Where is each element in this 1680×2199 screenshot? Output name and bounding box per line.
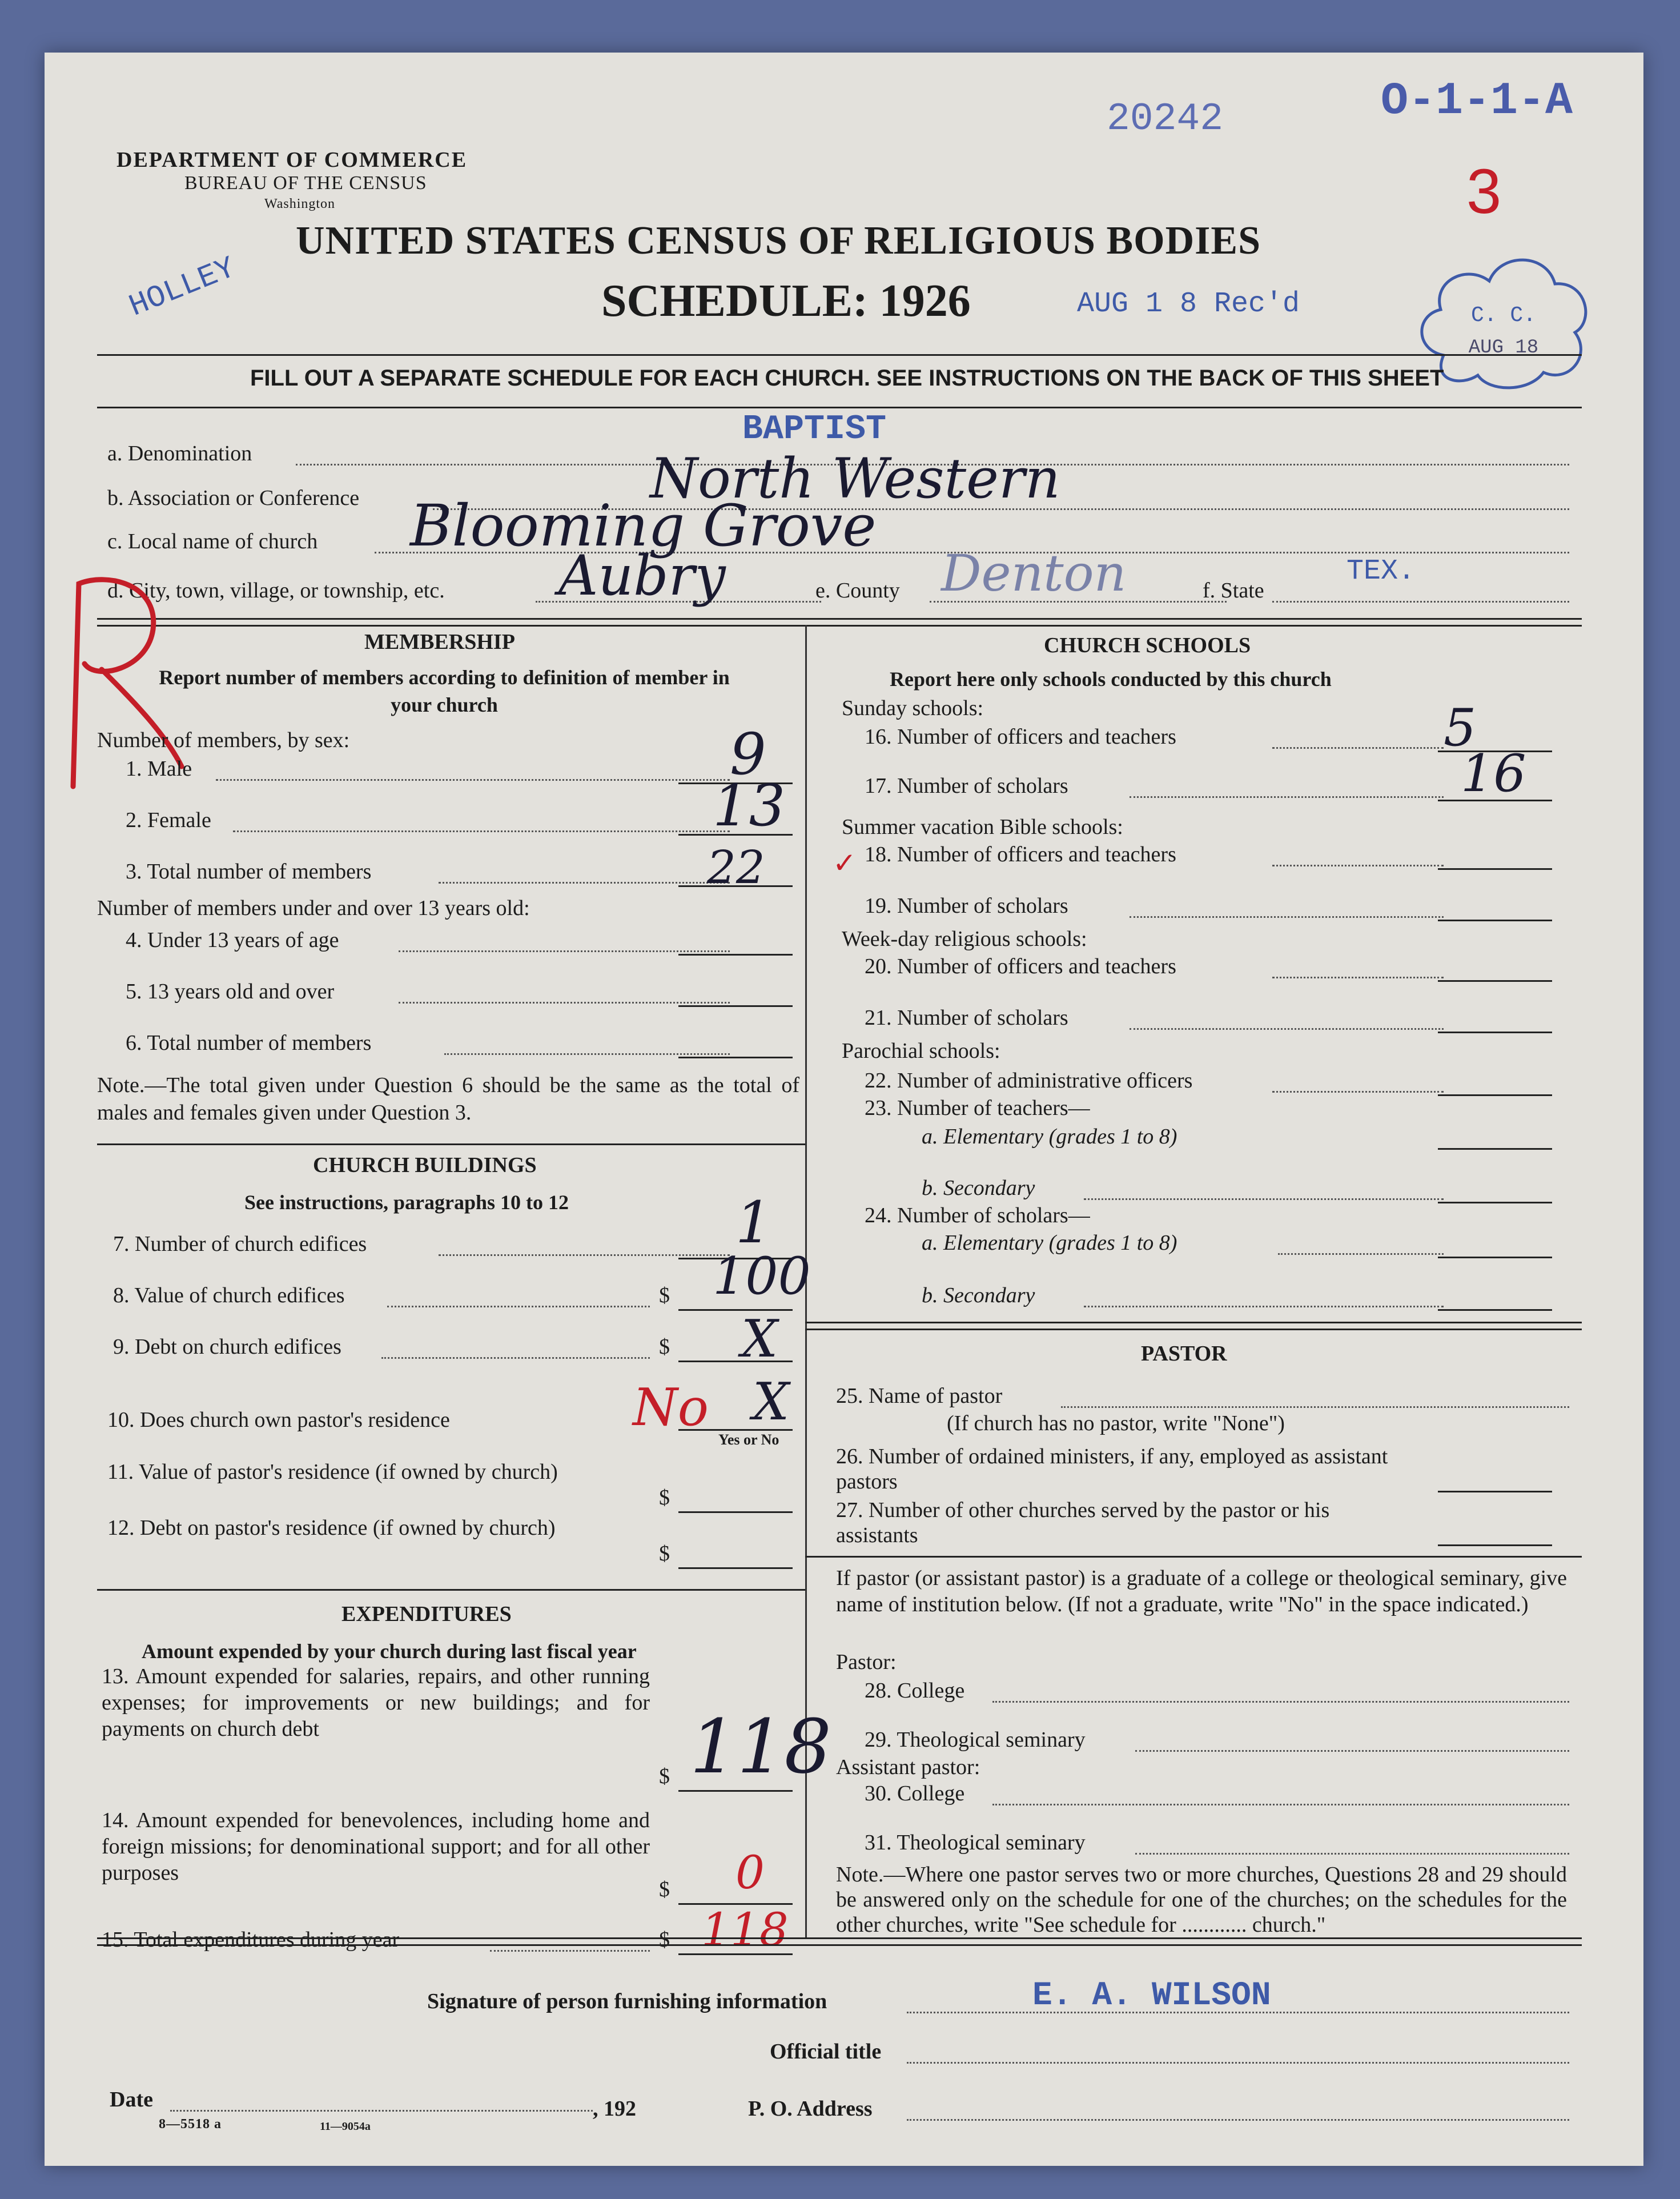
rule: [97, 618, 1582, 620]
q21-label: 21. Number of scholars: [865, 1006, 1068, 1030]
parochial-schools-label: Parochial schools:: [842, 1039, 1000, 1063]
county-label: e. County: [815, 579, 900, 603]
q4-label: 4. Under 13 years of age: [126, 928, 339, 952]
date-year-prefix: , 192: [593, 2097, 636, 2121]
q22-label: 22. Number of administrative officers: [865, 1069, 1193, 1093]
q7-value[interactable]: 1: [735, 1189, 772, 1256]
date-line: [170, 2110, 593, 2112]
q28-label: 28. College: [865, 1679, 965, 1703]
q10-label: 10. Does church own pastor's residence: [107, 1408, 450, 1432]
members-by-sex-label: Number of members, by sex:: [97, 728, 350, 752]
q24b-line: [1084, 1306, 1444, 1307]
graduate-instruction: If pastor (or assistant pastor) is a graduate of a college or theological seminary, give name of institution below. (If not a graduate, write "No" in the space indicated.): [836, 1566, 1567, 1616]
state-value[interactable]: TEX.: [1347, 555, 1416, 588]
q24b-answer-line: [1438, 1309, 1552, 1311]
census-schedule-sheet: [45, 53, 1643, 2166]
q23-label: 23. Number of teachers—: [865, 1096, 1090, 1120]
q23b-label: b. Secondary: [922, 1176, 1035, 1200]
q17-value[interactable]: 16: [1461, 744, 1526, 804]
q14-dollar-sign: $: [659, 1877, 670, 1901]
q25-label: 25. Name of pastor: [836, 1384, 1003, 1408]
q18-answer-line: [1438, 868, 1552, 870]
q15-dollar-sign: $: [659, 1928, 670, 1952]
pastor-heading: PASTOR: [1141, 1342, 1227, 1366]
q23a-label: a. Elementary (grades 1 to 8): [922, 1125, 1177, 1149]
q1-line: [216, 779, 730, 781]
schools-heading: CHURCH SCHOOLS: [1044, 633, 1251, 657]
file-number-stamp: 20242: [1107, 97, 1224, 141]
rule: [805, 1556, 1582, 1558]
q18-label: 18. Number of officers and teachers: [865, 842, 1176, 866]
q14-label: 14. Amount expended for benevolences, including home and foreign missions; for denominational support; and for all other purposes: [102, 1808, 650, 1885]
official-title-label: Official title: [770, 2040, 882, 2064]
q13-label: 13. Amount expended for salaries, repairs, and other running expenses; for improvements or new buildings; and for payments on church debt: [102, 1664, 650, 1741]
q12-label: 12. Debt on pastor's residence (if owned by church): [107, 1516, 556, 1540]
q7-label: 7. Number of church edifices: [113, 1232, 367, 1256]
expenditures-heading: EXPENDITURES: [341, 1602, 512, 1626]
q15-label: 15. Total expenditures during year: [102, 1928, 400, 1952]
official-title-line: [907, 2062, 1569, 2064]
q24b-label: b. Secondary: [922, 1283, 1035, 1307]
pastor-subheading: Pastor:: [836, 1650, 897, 1674]
po-address-label: P. O. Address: [748, 2097, 873, 2121]
q21-line: [1130, 1028, 1444, 1030]
q4-answer-line: [678, 954, 793, 956]
q9-dollar-sign: $: [659, 1335, 670, 1359]
q27-answer-line: [1438, 1544, 1552, 1546]
q4-line: [399, 950, 730, 952]
sunday-schools-label: Sunday schools:: [842, 696, 984, 720]
q24-label: 24. Number of scholars—: [865, 1203, 1090, 1227]
signature-value[interactable]: E. A. WILSON: [1032, 1977, 1271, 2015]
church-name-value[interactable]: Blooming Grove: [410, 492, 877, 559]
q29-line: [1135, 1750, 1569, 1752]
q19-line: [1130, 916, 1444, 918]
q22-answer-line: [1438, 1094, 1552, 1096]
schools-subhead: Report here only schools conducted by this church: [890, 668, 1332, 691]
denomination-label: a. Denomination: [107, 442, 252, 466]
q11-label: 11. Value of pastor's residence (if owned by church): [107, 1460, 558, 1484]
department-name: DEPARTMENT OF COMMERCE: [116, 148, 468, 172]
q25-hint: (If church has no pastor, write "None"): [947, 1411, 1285, 1435]
po-address-line: [907, 2119, 1569, 2121]
q6-line: [444, 1053, 730, 1055]
state-label: f. State: [1203, 579, 1264, 603]
q3-line: [439, 882, 730, 884]
q13-value[interactable]: 118: [690, 1703, 832, 1790]
q24a-label: a. Elementary (grades 1 to 8): [922, 1231, 1177, 1255]
q22-line: [1272, 1091, 1444, 1093]
q20-answer-line: [1438, 980, 1552, 982]
q31-line: [1135, 1853, 1569, 1855]
q26-answer-line: [1438, 1491, 1552, 1492]
q2-value[interactable]: 13: [713, 772, 786, 839]
q16-line: [1272, 747, 1444, 749]
cloud-stamp-initials: C. C.: [1470, 303, 1537, 328]
q23b-answer-line: [1438, 1202, 1552, 1203]
red-mark-number: 3: [1466, 157, 1502, 227]
q25-line: [1061, 1406, 1569, 1408]
q1-value[interactable]: 9: [730, 721, 766, 788]
q10-value[interactable]: No: [633, 1378, 709, 1438]
q30-label: 30. College: [865, 1781, 965, 1805]
q28-line: [992, 1701, 1569, 1703]
q9-value[interactable]: X: [741, 1309, 778, 1369]
membership-heading: MEMBERSHIP: [364, 630, 515, 654]
q24a-line: [1278, 1253, 1444, 1255]
form-number: 8—5518 a: [159, 2117, 222, 2132]
q6-answer-line: [678, 1057, 793, 1058]
rule: [805, 1322, 1582, 1323]
rule: [97, 1589, 805, 1591]
q3-label: 3. Total number of members: [126, 860, 372, 884]
church-name-label: c. Local name of church: [107, 529, 318, 553]
q8-dollar-sign: $: [659, 1283, 670, 1307]
q1-label: 1. Male: [126, 757, 192, 781]
q29-label: 29. Theological seminary: [865, 1728, 1086, 1752]
holley-stamp: HOLLEY: [124, 251, 241, 325]
q26-label: 26. Number of ordained ministers, if any, employed as assistant pastors: [836, 1444, 1388, 1494]
received-date-stamp: AUG 1 8 Rec'd: [1077, 288, 1300, 320]
members-by-age-label: Number of members under and over 13 years old:: [97, 896, 530, 920]
q12-answer-line: [678, 1567, 793, 1569]
q31-label: 31. Theological seminary: [865, 1831, 1086, 1855]
city-value[interactable]: Aubry: [558, 544, 726, 608]
summer-schools-label: Summer vacation Bible schools:: [842, 815, 1123, 839]
q30-line: [992, 1804, 1569, 1805]
q16-label: 16. Number of officers and teachers: [865, 725, 1176, 749]
separate-schedule-instruction: FILL OUT A SEPARATE SCHEDULE FOR EACH CHURCH. SEE INSTRUCTIONS ON THE BACK OF THIS SHEET: [250, 366, 1444, 391]
q19-label: 19. Number of scholars: [865, 894, 1068, 918]
schedule-year: SCHEDULE: 1926: [601, 276, 971, 326]
q20-label: 20. Number of officers and teachers: [865, 954, 1176, 978]
q8-line: [387, 1306, 650, 1307]
rule: [97, 1944, 1582, 1946]
expenditures-subhead: Amount expended by your church during last fiscal year: [142, 1640, 637, 1663]
q8-value[interactable]: 100: [713, 1246, 811, 1306]
city-label: d. City, town, village, or township, etc.: [107, 579, 445, 603]
q11-dollar-sign: $: [659, 1486, 670, 1510]
weekday-schools-label: Week-day religious schools:: [842, 927, 1087, 951]
red-check-icon: ✓: [833, 847, 857, 879]
q6-label: 6. Total number of members: [126, 1031, 372, 1055]
q13-answer-line: [678, 1790, 793, 1792]
signature-label: Signature of person furnishing information: [427, 1989, 827, 2013]
q19-answer-line: [1438, 920, 1552, 921]
classification-code-stamp: O-1-1-A: [1381, 75, 1573, 127]
rule: [805, 1329, 1582, 1330]
rule: [97, 1143, 805, 1145]
q13-dollar-sign: $: [659, 1764, 670, 1788]
county-value[interactable]: Denton: [941, 544, 1127, 603]
q5-line: [399, 1002, 730, 1004]
rule: [97, 625, 1582, 627]
q3-value[interactable]: 22: [707, 841, 765, 894]
rule: [97, 1937, 1582, 1939]
form-title: UNITED STATES CENSUS OF RELIGIOUS BODIES: [296, 219, 1261, 263]
q2-line: [233, 830, 730, 832]
association-label: b. Association or Conference: [107, 486, 360, 510]
q23a-answer-line: [1438, 1148, 1552, 1150]
q9-label: 9. Debt on church edifices: [113, 1335, 341, 1359]
date-label: Date: [110, 2088, 153, 2112]
q5-answer-line: [678, 1005, 793, 1007]
denomination-value[interactable]: BAPTIST: [742, 410, 887, 449]
q23b-line: [1084, 1198, 1444, 1200]
q2-label: 2. Female: [126, 808, 211, 832]
membership-subhead: Report number of members according to definition of member in your church: [159, 666, 730, 716]
q9-line: [381, 1357, 650, 1359]
q14-value[interactable]: 0: [735, 1846, 765, 1899]
rule: [97, 354, 1582, 356]
pastor-note: Note.—Where one pastor serves two or more churches, Questions 28 and 29 should be answered only on the schedule for one of the churches; on the schedules for the other churches, write "See schedule for ............ church.": [836, 1863, 1567, 1937]
rule: [97, 407, 1582, 408]
assistant-pastor-subheading: Assistant pastor:: [836, 1755, 980, 1779]
q11-answer-line: [678, 1511, 793, 1513]
membership-note: Note.—The total given under Question 6 should be the same as the total of males and females given under Question 3.: [97, 1073, 799, 1125]
print-number: 11—9054a: [320, 2120, 371, 2133]
q5-label: 5. 13 years old and over: [126, 980, 335, 1004]
q10-check-mark: X: [753, 1372, 790, 1432]
association-value[interactable]: North Western: [650, 447, 1060, 511]
state-line: [1272, 601, 1569, 603]
q15-line: [490, 1950, 650, 1952]
q24a-answer-line: [1438, 1257, 1552, 1258]
q8-label: 8. Value of church edifices: [113, 1283, 345, 1307]
q20-line: [1272, 977, 1444, 978]
buildings-subhead: See instructions, paragraphs 10 to 12: [244, 1191, 569, 1214]
q17-label: 17. Number of scholars: [865, 774, 1068, 798]
q16-value[interactable]: 5: [1444, 698, 1477, 758]
yes-no-hint: Yes or No: [718, 1431, 779, 1448]
q12-dollar-sign: $: [659, 1542, 670, 1566]
q27-label: 27. Number of other churches served by the pastor or his assistants: [836, 1498, 1330, 1547]
cloud-stamp-date: AUG 18: [1468, 337, 1539, 359]
buildings-heading: CHURCH BUILDINGS: [313, 1153, 537, 1177]
q15-value[interactable]: 118: [701, 1903, 789, 1956]
q17-line: [1130, 796, 1444, 798]
bureau-city: Washington: [264, 196, 336, 211]
q18-line: [1272, 865, 1444, 866]
q21-answer-line: [1438, 1032, 1552, 1033]
bureau-name: BUREAU OF THE CENSUS: [184, 172, 427, 194]
q7-line: [439, 1254, 730, 1256]
